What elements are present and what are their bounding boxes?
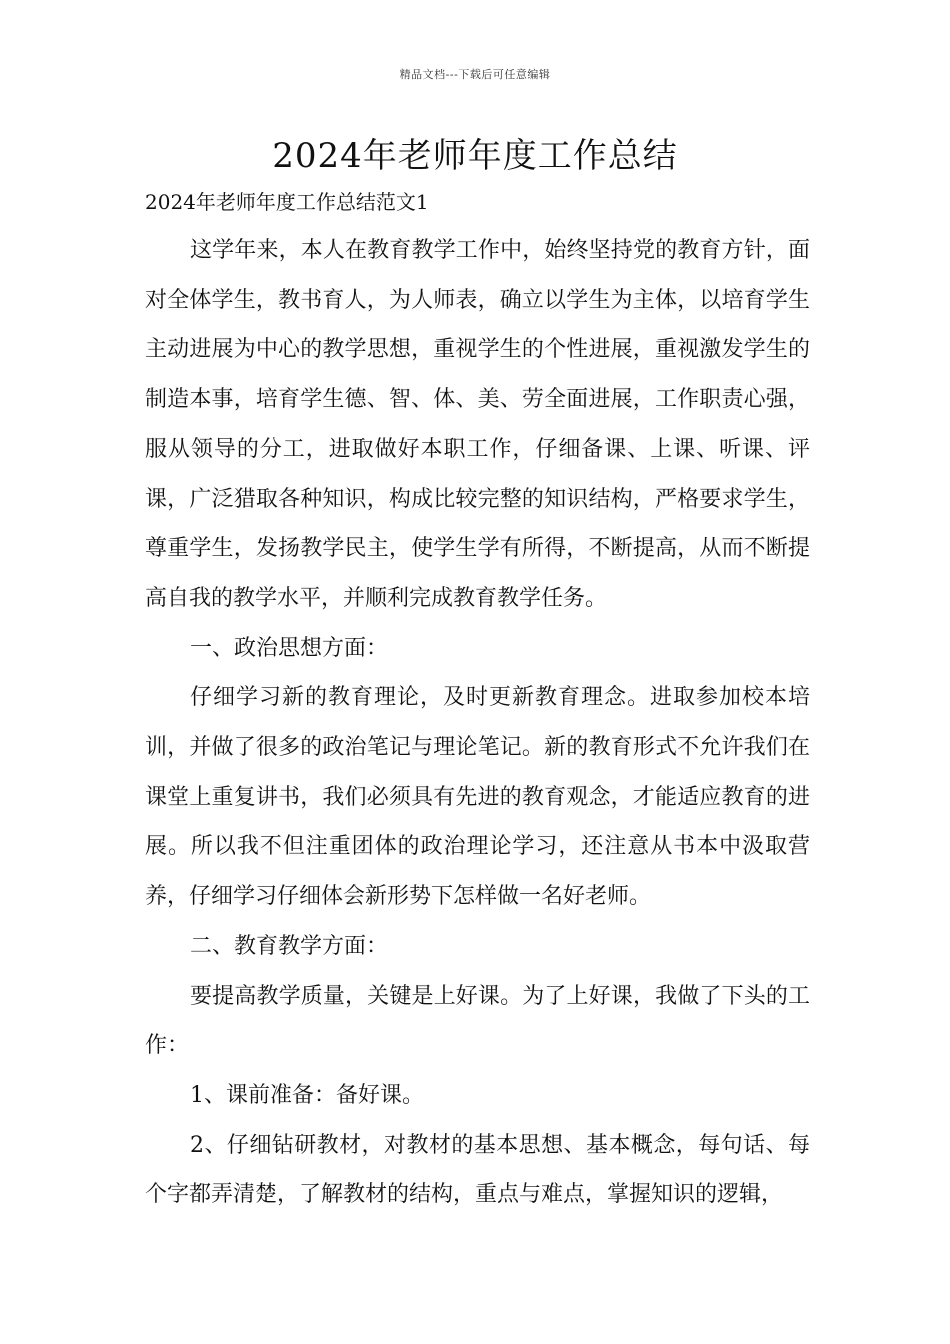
paragraph-intro: 这学年来，本人在教育教学工作中，始终坚持党的教育方针，面对全体学生，教书育人，为人师表，确立以学生为主体，以培育学生主动进展为中心的教学思想，重视学生的个性进展，重视激发学生的制造本事，培育学生德、智、体、美、劳全面进展，工作职责心强，服从领导的分工，进取做好本职工作，仔细备课、上课、听课、评课，广泛猎取各种知识，构成比较完整的知识结构，严格要求学生，尊重学生，发扬教学民主，使学生学有所得，不断提高，从而不断提高自我的教学水平，并顺利完成教育教学任务。	[145, 238, 810, 611]
list-item-1: 1、课前准备：备好课。	[190, 1082, 424, 1108]
section-heading-politics: 一、政治思想方面：	[190, 635, 389, 661]
paragraph-politics: 仔细学习新的教育理论，及时更新教育理念。进取参加校本培训，并做了很多的政治笔记与理论笔记。新的教育形式不允许我们在课堂上重复讲书，我们必须具有先进的教育观念，才能适应教育的进展。所以我不但注重团体的政治理论学习，还注意从书本中汲取营养，仔细学习仔细体会新形势下怎样做一名好老师。	[145, 685, 810, 910]
header-note: 精品文档---下载后可任意编辑	[399, 68, 551, 81]
paragraph-teaching: 要提高教学质量，关键是上好课。为了上好课，我做了下头的工作：	[145, 983, 810, 1059]
list-item-2: 2、仔细钻研教材，对教材的基本思想、基本概念，每句话、每个字都弄清楚，了解教材的结构，重点与难点，掌握知识的逻辑，	[145, 1132, 810, 1208]
section-heading-teaching: 二、教育教学方面：	[190, 933, 389, 959]
document-subtitle: 2024年老师年度工作总结范文1	[145, 190, 429, 214]
document-title: 2024年老师年度工作总结	[272, 136, 678, 176]
document-body	[145, 226, 810, 1220]
